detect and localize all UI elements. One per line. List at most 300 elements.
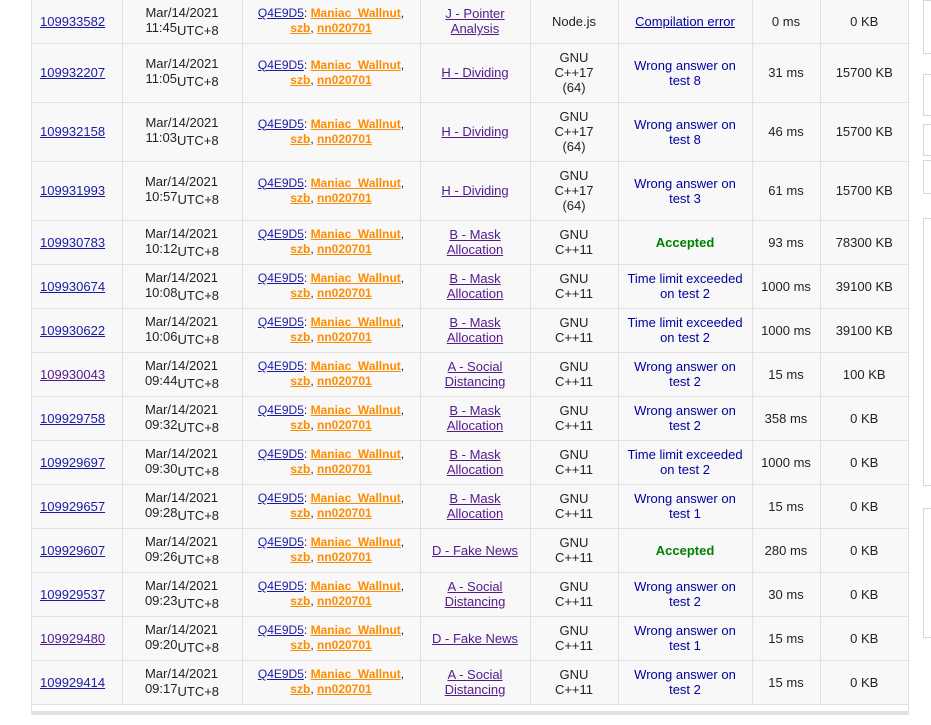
team-link[interactable]: Q4E9D5 xyxy=(257,227,304,241)
language-cell xyxy=(530,528,618,572)
separator: : xyxy=(303,175,311,190)
separator: , xyxy=(400,403,405,417)
verdict-line: Wrong answer on xyxy=(634,491,736,506)
submission-date: Mar/14/2021 xyxy=(144,665,218,681)
memory-used-cell: 15700 KB xyxy=(820,43,908,102)
problem-link[interactable] xyxy=(445,359,506,389)
verdict-line: test 2 xyxy=(669,374,701,389)
member-link[interactable]: nn020701 xyxy=(316,506,372,520)
submission-id-cell xyxy=(32,484,122,528)
verdict-text xyxy=(634,58,736,88)
separator: : xyxy=(303,116,311,131)
member-link[interactable]: Maniac_Wallnut xyxy=(310,6,401,21)
team-link[interactable]: Q4E9D5 xyxy=(257,175,304,190)
submission-id-link[interactable]: 109929607 xyxy=(40,542,106,558)
problem-name: Allocation xyxy=(446,462,504,477)
team-link[interactable]: Q4E9D5 xyxy=(257,535,304,549)
party-cell xyxy=(242,484,420,528)
memory-used-cell: 0 KB xyxy=(820,396,908,440)
table-row xyxy=(32,264,908,308)
member-link[interactable]: nn020701 xyxy=(316,418,372,432)
language-cell xyxy=(530,616,618,660)
submission-id-link[interactable]: 109930622 xyxy=(40,322,106,338)
member-link[interactable]: nn020701 xyxy=(316,462,372,476)
separator: : xyxy=(303,535,311,549)
team-link[interactable]: Q4E9D5 xyxy=(257,667,304,681)
problem-name: B - Mask xyxy=(449,315,501,330)
submission-time-cell xyxy=(122,352,242,396)
timezone-label: UTC+8 xyxy=(177,639,220,655)
team-link[interactable]: Q4E9D5 xyxy=(257,116,304,131)
submission-id-cell xyxy=(32,396,122,440)
verdict-cell xyxy=(618,616,752,660)
problem-link[interactable] xyxy=(447,315,503,345)
problem-cell xyxy=(420,0,530,43)
member-link[interactable]: nn020701 xyxy=(316,21,372,36)
submission-id-link[interactable]: 109932207 xyxy=(40,65,106,80)
verdict-cell xyxy=(618,161,752,220)
submission-time-cell xyxy=(122,264,242,308)
language-label: GNU xyxy=(559,447,589,462)
separator: : xyxy=(303,315,311,329)
member-link[interactable]: szb xyxy=(290,462,311,476)
memory-used-cell: 78300 KB xyxy=(820,220,908,264)
language-label: GNU xyxy=(559,579,589,594)
member-link[interactable]: szb xyxy=(290,131,311,146)
table-row xyxy=(32,616,908,660)
table-row xyxy=(32,220,908,264)
submission-id-cell xyxy=(32,264,122,308)
member-link[interactable]: Maniac_Wallnut xyxy=(310,491,401,505)
submission-time xyxy=(145,56,218,89)
verdict-line: Wrong answer on xyxy=(634,623,736,638)
language-cell xyxy=(530,161,618,220)
language-label: GNU xyxy=(559,227,589,242)
submission-id-cell xyxy=(32,440,122,484)
verdict-line: Wrong answer on xyxy=(634,667,736,682)
problem-link[interactable] xyxy=(447,227,503,257)
member-link[interactable]: szb xyxy=(290,638,311,652)
problem-name: A - Social xyxy=(447,359,503,374)
member-link[interactable]: Maniac_Wallnut xyxy=(310,175,401,190)
table-row xyxy=(32,660,908,704)
team-link[interactable]: Q4E9D5 xyxy=(257,359,304,373)
language-label: (64) xyxy=(562,198,586,213)
problem-cell xyxy=(420,220,530,264)
problem-name: B - Mask xyxy=(449,403,501,418)
problem-link[interactable] xyxy=(445,579,506,609)
memory-used-cell: 39100 KB xyxy=(820,264,908,308)
submission-date: Mar/14/2021 xyxy=(144,174,218,189)
submission-id-link[interactable]: 109929414 xyxy=(40,674,106,690)
separator: , xyxy=(400,447,405,461)
verdict-cell xyxy=(618,43,752,102)
submission-time-cell xyxy=(122,616,242,660)
table-row xyxy=(32,308,908,352)
submission-id-link[interactable]: 109929537 xyxy=(40,586,106,602)
separator: , xyxy=(400,579,405,593)
language-label: GNU xyxy=(559,667,589,682)
member-link[interactable]: szb xyxy=(290,374,311,388)
language-cell xyxy=(530,264,618,308)
submission-clock: 11:05 xyxy=(145,71,178,86)
submission-date: Mar/14/2021 xyxy=(144,621,218,637)
verdict-line: test 3 xyxy=(669,190,701,206)
submission-clock: 10:57 xyxy=(144,189,178,204)
memory-used-cell: 15700 KB xyxy=(820,161,908,220)
time-used-cell: 31 ms xyxy=(752,43,820,102)
sidebar-box xyxy=(923,0,931,54)
language-label: GNU xyxy=(559,491,589,506)
language-label: C++11 xyxy=(554,506,594,521)
problem-name: A - Social xyxy=(447,667,503,682)
submission-time xyxy=(145,578,219,611)
separator: , xyxy=(400,315,405,329)
member-link[interactable]: szb xyxy=(290,190,311,205)
submission-date: Mar/14/2021 xyxy=(144,533,218,549)
member-link[interactable]: Maniac_Wallnut xyxy=(310,403,401,417)
member-link[interactable]: nn020701 xyxy=(316,131,372,146)
member-link[interactable]: Maniac_Wallnut xyxy=(310,667,401,681)
language-label: C++17 xyxy=(554,183,594,198)
party-cell xyxy=(242,440,420,484)
verdict-line: Accepted xyxy=(655,542,715,558)
problem-cell xyxy=(420,660,530,704)
submission-time xyxy=(145,666,219,699)
problem-name: Allocation xyxy=(446,330,504,345)
member-link[interactable]: szb xyxy=(290,682,311,696)
submission-date: Mar/14/2021 xyxy=(145,56,219,71)
language-label: Node.js xyxy=(551,13,597,29)
member-link[interactable]: Maniac_Wallnut xyxy=(310,116,401,131)
submission-id-link[interactable]: 109929480 xyxy=(40,630,106,646)
submission-time xyxy=(145,314,219,347)
memory-used-cell: 0 KB xyxy=(820,440,908,484)
team-link[interactable]: Q4E9D5 xyxy=(257,403,304,417)
language-label: (64) xyxy=(562,80,586,95)
team-link[interactable]: Q4E9D5 xyxy=(257,491,304,505)
sidebar-box xyxy=(923,124,931,156)
submission-time-cell xyxy=(122,102,242,161)
verdict-cell xyxy=(618,308,752,352)
verdict-line: Wrong answer on xyxy=(634,57,736,73)
submission-time-cell xyxy=(122,308,242,352)
party-cell xyxy=(242,220,420,264)
submission-id-link[interactable]: 109932158 xyxy=(40,124,106,139)
verdict-cell xyxy=(618,484,752,528)
member-link[interactable]: szb xyxy=(290,286,311,300)
language-label: C++17 xyxy=(554,65,594,80)
submission-id-link[interactable]: 109929697 xyxy=(40,454,106,470)
separator: : xyxy=(303,491,311,505)
separator: , xyxy=(310,506,317,520)
verdict-line: test 8 xyxy=(669,72,701,88)
verdict-line: test 8 xyxy=(669,131,701,147)
submission-time-cell xyxy=(122,528,242,572)
problem-cell xyxy=(420,161,530,220)
verdict-cell xyxy=(618,102,752,161)
member-link[interactable]: Maniac_Wallnut xyxy=(310,315,401,329)
member-link[interactable]: nn020701 xyxy=(316,330,372,344)
separator: , xyxy=(310,638,317,652)
member-link[interactable]: szb xyxy=(290,21,311,36)
language-label: GNU xyxy=(559,403,589,418)
submission-time-cell xyxy=(122,660,242,704)
problem-name: Analysis xyxy=(450,21,500,37)
member-link[interactable]: Maniac_Wallnut xyxy=(310,227,401,241)
submission-time xyxy=(145,534,219,567)
language-label: C++11 xyxy=(554,242,594,257)
language-cell xyxy=(530,352,618,396)
language-cell xyxy=(530,43,618,102)
time-used-cell: 0 ms xyxy=(752,0,820,43)
member-link[interactable]: nn020701 xyxy=(316,638,372,652)
member-link[interactable]: szb xyxy=(290,550,311,564)
member-link[interactable]: Maniac_Wallnut xyxy=(310,579,401,593)
submission-time xyxy=(145,115,218,148)
submission-id-cell xyxy=(32,43,122,102)
verdict-text xyxy=(656,235,715,250)
member-link[interactable]: nn020701 xyxy=(316,594,372,608)
member-link[interactable]: Maniac_Wallnut xyxy=(310,359,401,373)
submission-clock: 09:32 xyxy=(144,416,178,432)
submission-id-link[interactable]: 109930043 xyxy=(40,366,106,382)
submission-time xyxy=(145,402,219,435)
separator: , xyxy=(310,190,317,205)
sidebar-box xyxy=(923,218,931,486)
submission-clock: 11:03 xyxy=(145,130,178,145)
verdict-cell xyxy=(618,660,752,704)
timezone-label: UTC+8 xyxy=(177,551,220,567)
language-label: C++11 xyxy=(554,462,594,477)
status-table-container xyxy=(31,0,909,715)
problem-name: B - Mask xyxy=(449,271,501,286)
language-label: C++11 xyxy=(554,330,594,345)
member-link[interactable]: nn020701 xyxy=(316,190,372,205)
language-label: C++11 xyxy=(554,594,594,609)
problem-link[interactable] xyxy=(441,124,508,139)
language-cell xyxy=(530,0,618,43)
submission-id-link[interactable]: 109929758 xyxy=(40,410,106,426)
problem-link[interactable] xyxy=(441,65,508,80)
verdict-cell xyxy=(618,440,752,484)
member-link[interactable]: nn020701 xyxy=(316,242,372,256)
submission-id-cell xyxy=(32,308,122,352)
team-link[interactable]: Q4E9D5 xyxy=(257,447,304,461)
verdict-text xyxy=(634,403,736,433)
submission-time-cell xyxy=(122,43,242,102)
problem-link[interactable] xyxy=(432,543,518,558)
verdict-line: test 2 xyxy=(669,418,701,433)
verdict-cell xyxy=(618,528,752,572)
party-cell xyxy=(242,660,420,704)
separator: , xyxy=(310,72,317,87)
submission-time xyxy=(145,446,219,479)
verdict-line: test 1 xyxy=(669,506,701,521)
language-label: GNU xyxy=(559,50,589,65)
member-link[interactable]: nn020701 xyxy=(316,72,372,87)
submission-clock: 11:45 xyxy=(145,19,178,35)
time-used-cell: 30 ms xyxy=(752,572,820,616)
member-link[interactable]: Maniac_Wallnut xyxy=(310,623,401,637)
submission-id-cell xyxy=(32,352,122,396)
problem-name: Allocation xyxy=(446,286,504,301)
team-link[interactable]: Q4E9D5 xyxy=(257,315,304,329)
language-label: GNU xyxy=(559,535,589,550)
separator: : xyxy=(303,57,311,72)
language-label: (64) xyxy=(562,139,586,154)
member-link[interactable]: Maniac_Wallnut xyxy=(310,57,401,72)
time-used-cell: 280 ms xyxy=(752,528,820,572)
submission-clock: 09:44 xyxy=(144,372,178,388)
submission-clock: 09:28 xyxy=(144,504,178,520)
submission-id-link[interactable]: 109931993 xyxy=(40,183,106,198)
language-cell xyxy=(530,308,618,352)
verdict-line: on test 2 xyxy=(660,286,710,301)
separator: , xyxy=(400,227,405,241)
language-cell xyxy=(530,572,618,616)
submission-time xyxy=(145,226,219,259)
submission-time xyxy=(145,622,219,655)
submission-date: Mar/14/2021 xyxy=(145,115,219,130)
problem-cell xyxy=(420,43,530,102)
separator: , xyxy=(310,550,317,564)
member-link[interactable]: Maniac_Wallnut xyxy=(310,535,401,549)
separator: : xyxy=(303,227,311,241)
verdict-line: test 1 xyxy=(669,638,701,653)
separator: , xyxy=(310,462,317,476)
team-link[interactable]: Q4E9D5 xyxy=(257,623,304,637)
member-link[interactable]: szb xyxy=(290,506,311,520)
submission-id-link[interactable]: 109929657 xyxy=(40,498,106,514)
timezone-label: UTC+8 xyxy=(177,419,220,435)
problem-cell xyxy=(420,396,530,440)
submission-clock: 09:30 xyxy=(144,460,178,476)
verdict-line: Time limit exceeded xyxy=(627,315,743,330)
verdict-text[interactable] xyxy=(635,14,735,29)
member-link[interactable]: Maniac_Wallnut xyxy=(310,447,401,461)
problem-link[interactable] xyxy=(447,491,503,521)
status-table xyxy=(32,0,908,705)
problem-name: A - Social xyxy=(447,579,503,594)
language-label: C++11 xyxy=(554,286,594,301)
sidebar-box xyxy=(923,74,931,116)
member-link[interactable]: szb xyxy=(290,242,311,256)
time-used-cell: 1000 ms xyxy=(752,308,820,352)
memory-used-cell: 0 KB xyxy=(820,616,908,660)
member-link[interactable]: szb xyxy=(290,72,311,87)
team-link[interactable]: Q4E9D5 xyxy=(257,271,304,285)
language-label: C++17 xyxy=(554,124,594,139)
submission-id-cell xyxy=(32,572,122,616)
separator: , xyxy=(400,667,405,681)
problem-name: H - Dividing xyxy=(441,183,509,198)
problem-link[interactable] xyxy=(445,667,506,697)
member-link[interactable]: nn020701 xyxy=(316,682,372,696)
separator: , xyxy=(400,57,405,72)
member-link[interactable]: szb xyxy=(290,330,311,344)
table-row xyxy=(32,43,908,102)
party-cell xyxy=(242,0,420,43)
problem-name: B - Mask xyxy=(449,227,501,242)
member-link[interactable]: szb xyxy=(290,594,311,608)
separator: , xyxy=(400,175,405,190)
submission-date: Mar/14/2021 xyxy=(144,489,218,505)
submission-time-cell xyxy=(122,161,242,220)
team-link[interactable]: Q4E9D5 xyxy=(257,6,304,21)
table-row xyxy=(32,161,908,220)
problem-link[interactable] xyxy=(447,447,503,477)
submission-clock: 10:12 xyxy=(144,240,178,256)
problem-link[interactable] xyxy=(447,271,503,301)
party-cell xyxy=(242,616,420,660)
member-link[interactable]: nn020701 xyxy=(316,286,372,300)
timezone-label: UTC+8 xyxy=(177,683,220,699)
submission-id-link[interactable]: 109933582 xyxy=(40,13,106,29)
verdict-text xyxy=(634,491,736,521)
verdict-cell xyxy=(618,220,752,264)
problem-cell xyxy=(420,264,530,308)
time-used-cell: 358 ms xyxy=(752,396,820,440)
time-used-cell: 1000 ms xyxy=(752,264,820,308)
submission-id-link[interactable]: 109930674 xyxy=(40,278,106,294)
party-cell xyxy=(242,161,420,220)
submission-time-cell xyxy=(122,220,242,264)
language-cell xyxy=(530,660,618,704)
language-cell xyxy=(530,440,618,484)
problem-link[interactable] xyxy=(432,631,518,646)
member-link[interactable]: szb xyxy=(290,418,311,432)
table-row xyxy=(32,396,908,440)
problem-cell xyxy=(420,572,530,616)
timezone-label: UTC+8 xyxy=(177,287,220,303)
problem-link[interactable] xyxy=(447,403,503,433)
memory-used-cell: 0 KB xyxy=(820,0,908,43)
separator: : xyxy=(303,359,311,373)
separator: , xyxy=(310,21,317,36)
member-link[interactable]: nn020701 xyxy=(316,374,372,388)
separator: , xyxy=(400,6,405,21)
time-used-cell: 15 ms xyxy=(752,484,820,528)
verdict-text xyxy=(634,623,736,653)
submission-id-cell xyxy=(32,161,122,220)
submission-date: Mar/14/2021 xyxy=(144,313,218,329)
verdict-line: test 2 xyxy=(669,594,701,609)
verdict-line: on test 2 xyxy=(660,462,710,477)
party-cell xyxy=(242,264,420,308)
team-link[interactable]: Q4E9D5 xyxy=(257,57,304,72)
separator: : xyxy=(303,403,311,417)
problem-link[interactable] xyxy=(445,6,504,36)
memory-used-cell: 39100 KB xyxy=(820,308,908,352)
member-link[interactable]: Maniac_Wallnut xyxy=(310,271,401,285)
submission-time xyxy=(145,270,219,303)
submission-time-cell xyxy=(122,0,242,43)
member-link[interactable]: nn020701 xyxy=(316,550,372,564)
submission-time xyxy=(145,174,219,207)
problem-name: Distancing xyxy=(444,374,506,389)
table-row xyxy=(32,440,908,484)
table-row xyxy=(32,528,908,572)
timezone-label: UTC+8 xyxy=(177,243,220,259)
party-cell xyxy=(242,308,420,352)
language-label: GNU xyxy=(559,109,589,124)
problem-link[interactable] xyxy=(441,183,508,198)
problem-cell xyxy=(420,484,530,528)
team-link[interactable]: Q4E9D5 xyxy=(257,579,304,593)
problem-name: B - Mask xyxy=(449,491,501,506)
submission-id-link[interactable]: 109930783 xyxy=(40,234,106,250)
